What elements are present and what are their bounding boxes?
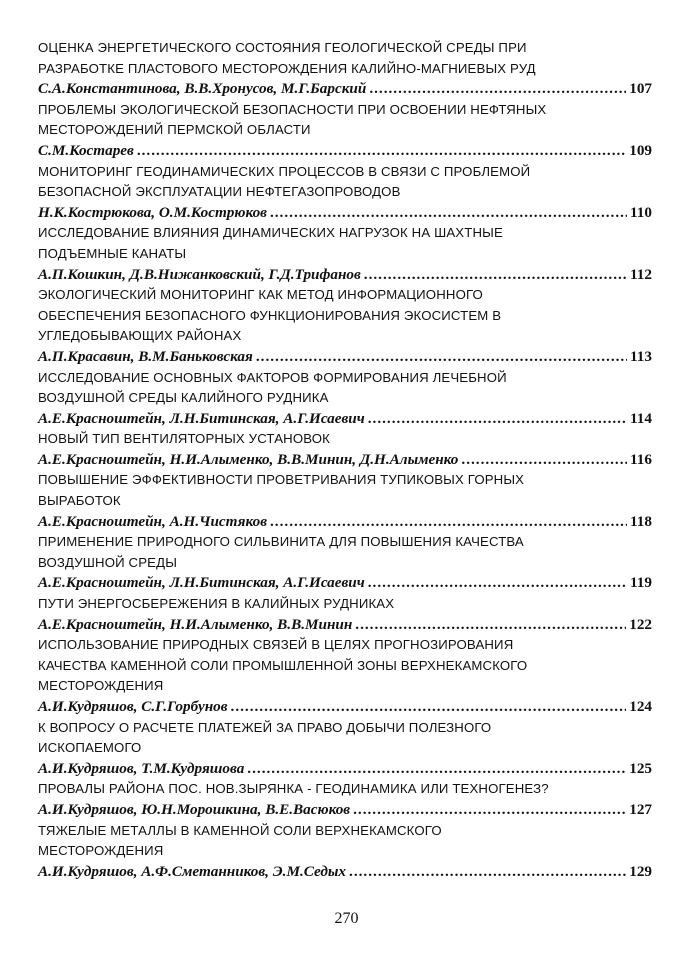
entry-title: ИСПОЛЬЗОВАНИЕ ПРИРОДНЫХ СВЯЗЕЙ В ЦЕЛЯХ ПРОГНОЗИРОВАНИЯ КАЧЕСТВА КАМЕННОЙ СОЛИ ПРОМЫШЛЕННОЙ ЗОНЫ ВЕРХНЕКАМСКОГО МЕСТОРОЖДЕНИЯ <box>38 637 528 694</box>
entry-authors-line <box>38 573 652 594</box>
dot-leader <box>349 862 626 883</box>
entry-title: НОВЫЙ ТИП ВЕНТИЛЯТОРНЫХ УСТАНОВОК <box>38 431 330 447</box>
entry-page-number: 109 <box>629 141 652 159</box>
dot-leader <box>353 800 626 821</box>
entry-authors: А.П.Красавин, В.М.Баньковская <box>38 347 253 365</box>
toc-entry <box>38 368 652 430</box>
entry-page-number: 125 <box>629 759 652 777</box>
entry-authors: А.Е.Красноштейн, Н.И.Алыменко, В.В.Минин <box>38 615 353 633</box>
entry-page-number: 112 <box>630 265 652 283</box>
entry-authors-line <box>38 759 652 780</box>
entry-authors-line <box>38 203 652 224</box>
entry-title: ИССЛЕДОВАНИЕ ВЛИЯНИЯ ДИНАМИЧЕСКИХ НАГРУЗОК НА ШАХТНЫЕ ПОДЪЕМНЫЕ КАНАТЫ <box>38 225 503 261</box>
dot-leader <box>369 79 626 100</box>
dot-leader <box>247 759 626 780</box>
entry-page-number: 122 <box>629 615 652 633</box>
toc-entry <box>38 635 652 717</box>
entry-authors: А.И.Кудряшов, А.Ф.Сметанников, Э.М.Седых <box>38 862 347 880</box>
entry-title: ИССЛЕДОВАНИЕ ОСНОВНЫХ ФАКТОРОВ ФОРМИРОВАНИЯ ЛЕЧЕБНОЙ ВОЗДУШНОЙ СРЕДЫ КАЛИЙНОГО РУДНИКА <box>38 369 507 406</box>
entry-page-number: 127 <box>629 800 652 818</box>
toc-entry <box>38 162 652 224</box>
entry-authors: А.Е.Красноштейн, Н.И.Алыменко, В.В.Минин, Д.Н.Алыменко <box>38 450 459 468</box>
entry-title: ПРИМЕНЕНИЕ ПРИРОДНОГО СИЛЬВИНИТА ДЛЯ ПОВЫШЕНИЯ КАЧЕСТВА ВОЗДУШНОЙ СРЕДЫ <box>38 534 524 570</box>
entry-authors: А.И.Кудряшов, Ю.Н.Морошкина, В.Е.Васюков <box>38 800 351 818</box>
entry-page-number: 113 <box>630 347 652 365</box>
entry-authors: Н.К.Кострюкова, О.М.Кострюков <box>38 203 267 221</box>
entry-title: ТЯЖЕЛЫЕ МЕТАЛЛЫ В КАМЕННОЙ СОЛИ ВЕРХНЕКАМСКОГО МЕСТОРОЖДЕНИЯ <box>38 822 442 859</box>
dot-leader <box>368 409 627 430</box>
entry-page-number: 116 <box>630 450 652 468</box>
toc-entry <box>38 779 652 820</box>
dot-leader <box>270 203 627 224</box>
toc-entry <box>38 285 652 367</box>
entry-page-number: 114 <box>630 409 652 427</box>
entry-page-number: 124 <box>629 698 652 715</box>
entry-title: ЭКОЛОГИЧЕСКИЙ МОНИТОРИНГ КАК МЕТОД ИНФОРМАЦИОННОГО ОБЕСПЕЧЕНИЯ БЕЗОПАСНОГО ФУНКЦИОНИРОВАНИЯ ЭКОСИСТЕМ В УГЛЕДОБЫВАЮЩИХ РАЙОНАХ <box>38 287 502 344</box>
dot-leader <box>231 697 627 718</box>
toc-entry <box>38 429 652 470</box>
entry-authors: А.Е.Красноштейн, А.Н.Чистяков <box>38 512 267 530</box>
entry-authors: А.П.Кошкин, Д.В.Нижанковский, Г.Д.Трифанов <box>38 265 361 283</box>
entry-authors: А.Е.Красноштейн, Л.Н.Битинская, А.Г.Исаевич <box>38 574 365 592</box>
dot-leader <box>355 615 626 636</box>
entry-authors-line <box>38 141 652 162</box>
entry-authors: С.А.Константинова, В.В.Хронусов, М.Г.Барский <box>38 80 367 98</box>
table-of-contents <box>38 38 652 882</box>
toc-entry <box>38 821 652 883</box>
entry-authors-line <box>38 697 652 718</box>
entry-title: ПОВЫШЕНИЕ ЭФФЕКТИВНОСТИ ПРОВЕТРИВАНИЯ ТУПИКОВЫХ ГОРНЫХ ВЫРАБОТОК <box>38 472 525 509</box>
entry-page-number: 119 <box>630 574 652 592</box>
entry-authors: А.И.Кудряшов, Т.М.Кудряшова <box>38 759 245 777</box>
entry-title: ОЦЕНКА ЭНЕРГЕТИЧЕСКОГО СОСТОЯНИЯ ГЕОЛОГИЧЕСКОЙ СРЕДЫ ПРИ РАЗРАБОТКЕ ПЛАСТОВОГО МЕСТОРОЖДЕНИЯ КАЛИЙНО-МАГНИЕВЫХ РУД <box>38 40 536 76</box>
toc-entry <box>38 223 652 285</box>
page-number: 270 <box>334 910 359 927</box>
entry-page-number: 118 <box>630 512 652 530</box>
entry-authors-line <box>38 512 652 533</box>
entry-authors: А.Е.Красноштейн, Л.Н.Битинская, А.Г.Исаевич <box>38 409 365 427</box>
entry-authors-line <box>38 800 652 821</box>
dot-leader <box>256 347 627 368</box>
toc-entry <box>38 718 652 780</box>
entry-title: МОНИТОРИНГ ГЕОДИНАМИЧЕСКИХ ПРОЦЕССОВ В СВЯЗИ С ПРОБЛЕМОЙ БЕЗОПАСНОЙ ЭКСПЛУАТАЦИИ НЕФТЕГАЗОПРОВОДОВ <box>38 163 531 200</box>
toc-entry <box>38 38 652 100</box>
entry-authors-line <box>38 79 652 100</box>
entry-title: ПУТИ ЭНЕРГОСБЕРЕЖЕНИЯ В КАЛИЙНЫХ РУДНИКАХ <box>38 596 395 612</box>
toc-entry <box>38 532 652 594</box>
dot-leader <box>461 450 627 471</box>
entry-authors: С.М.Костарев <box>38 141 134 159</box>
entry-page-number: 107 <box>629 80 652 98</box>
entry-authors-line <box>38 615 652 636</box>
entry-page-number: 110 <box>630 203 652 221</box>
entry-authors-line <box>38 409 652 430</box>
entry-authors: А.И.Кудряшов, С.Г.Горбунов <box>38 698 228 715</box>
entry-page-number: 129 <box>629 862 652 880</box>
dot-leader <box>137 141 626 162</box>
dot-leader <box>368 573 627 594</box>
dot-leader <box>364 265 627 286</box>
toc-entry <box>38 470 652 532</box>
toc-entry <box>38 100 652 162</box>
dot-leader <box>270 512 627 533</box>
entry-title: ПРОБЛЕМЫ ЭКОЛОГИЧЕСКОЙ БЕЗОПАСНОСТИ ПРИ ОСВОЕНИИ НЕФТЯНЫХ МЕСТОРОЖДЕНИЙ ПЕРМСКОЙ ОБЛАСТИ <box>38 101 547 138</box>
entry-title: ПРОВАЛЫ РАЙОНА ПОС. НОВ.ЗЫРЯНКА - ГЕОДИНАМИКА ИЛИ ТЕХНОГЕНЕЗ? <box>38 781 549 797</box>
entry-authors-line <box>38 347 652 368</box>
entry-authors-line <box>38 862 652 883</box>
entry-authors-line <box>38 450 652 471</box>
toc-entry <box>38 594 652 635</box>
entry-title: К ВОПРОСУ О РАСЧЕТЕ ПЛАТЕЖЕЙ ЗА ПРАВО ДОБЫЧИ ПОЛЕЗНОГО ИСКОПАЕМОГО <box>38 719 492 756</box>
entry-authors-line <box>38 265 652 286</box>
